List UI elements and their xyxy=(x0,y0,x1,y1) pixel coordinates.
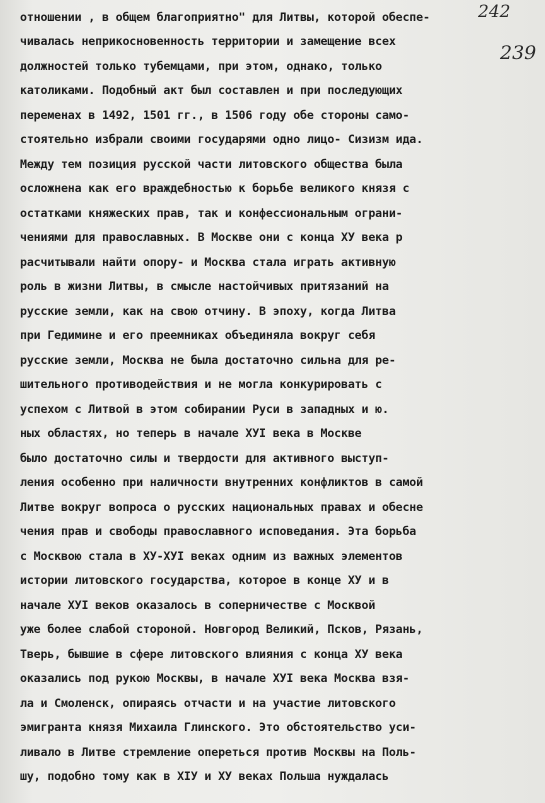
text-line: ливало в Литве стремление опереться против Москвы на Поль- xyxy=(20,745,417,759)
text-line: стоятельно избрали своими государями одно лицо- Сизизм ида. xyxy=(20,132,423,146)
text-line: Тверь, бывшие в сфере литовского влияния с конца ХУ века xyxy=(20,647,403,661)
text-line: католиками. Подобный акт был составлен и при последующих xyxy=(20,83,403,97)
text-line: чения прав и свободы православного исповедания. Эта борьба xyxy=(20,524,417,538)
text-line: отношении , в общем благоприятно" для Литвы, которой обеспе- xyxy=(20,10,430,24)
text-line: оказались под рукою Москвы, в начале ХУI века Москва взя- xyxy=(20,671,410,685)
text-line: должностей только тубемцами, при этом, однако, только xyxy=(20,59,382,73)
text-line: шу, подобно тому как в ХIУ и ХУ веках Польша нуждалась xyxy=(20,769,389,783)
text-line: начале ХУI веков оказалось в соперничестве с Москвой xyxy=(20,598,376,612)
text-line: остатками княжеских прав, так и конфессиональным ограни- xyxy=(20,206,403,220)
page-number: 239 xyxy=(500,42,537,64)
text-line: чивалась неприкосновенность территории и замещение всех xyxy=(20,34,396,48)
text-line: осложнена как его враждебностью к борьбе великого князя с xyxy=(20,181,410,195)
text-line: чениями для православных. В Москве они с конца ХУ века р xyxy=(20,230,403,244)
text-line: было достаточно силы и твердости для активного выступ- xyxy=(20,451,389,465)
text-line: уже более слабой стороной. Новгород Великий, Псков, Рязань, xyxy=(20,622,423,636)
text-line: истории литовского государства, которое в конце ХУ и в xyxy=(20,573,389,587)
text-line: шительного противодействия и не могла конкурировать с xyxy=(20,377,382,391)
text-line: переменах в 1492, 1501 гг., в 1506 году обе стороны само- xyxy=(20,108,410,122)
text-line: роль в жизни Литвы, в смысле настойчивых притязаний на xyxy=(20,279,389,293)
text-line: успехом с Литвой в этом собирании Руси в западных и ю. xyxy=(20,402,389,416)
text-line: русские земли, как на свою отчину. В эпоху, когда Литва xyxy=(20,304,396,318)
text-line: расчитывали найти опору- и Москва стала играть активную xyxy=(20,255,396,269)
text-line: русские земли, Москва не была достаточно сильна для ре- xyxy=(20,353,396,367)
text-line: при Гедимине и его преемниках объединяла вокруг себя xyxy=(20,328,376,342)
page-number-crossed: 242 xyxy=(478,2,511,22)
text-line: Литве вокруг вопроса о русских национальных правах и обесне xyxy=(20,500,423,514)
text-line: ла и Смоленск, опираясь отчасти и на участие литовского xyxy=(20,696,396,710)
text-line: эмигранта князя Михаила Глинского. Это обстоятельство уси- xyxy=(20,720,417,734)
text-line: ных областях, но теперь в начале ХУI века в Москве xyxy=(20,426,362,440)
text-line: ления особенно при наличности внутренних конфликтов в самой xyxy=(20,475,423,489)
text-line: Между тем позиция русской части литовского общества была xyxy=(20,157,403,171)
text-line: с Москвою стала в ХУ-ХУI веках одним из важных элементов xyxy=(20,549,403,563)
